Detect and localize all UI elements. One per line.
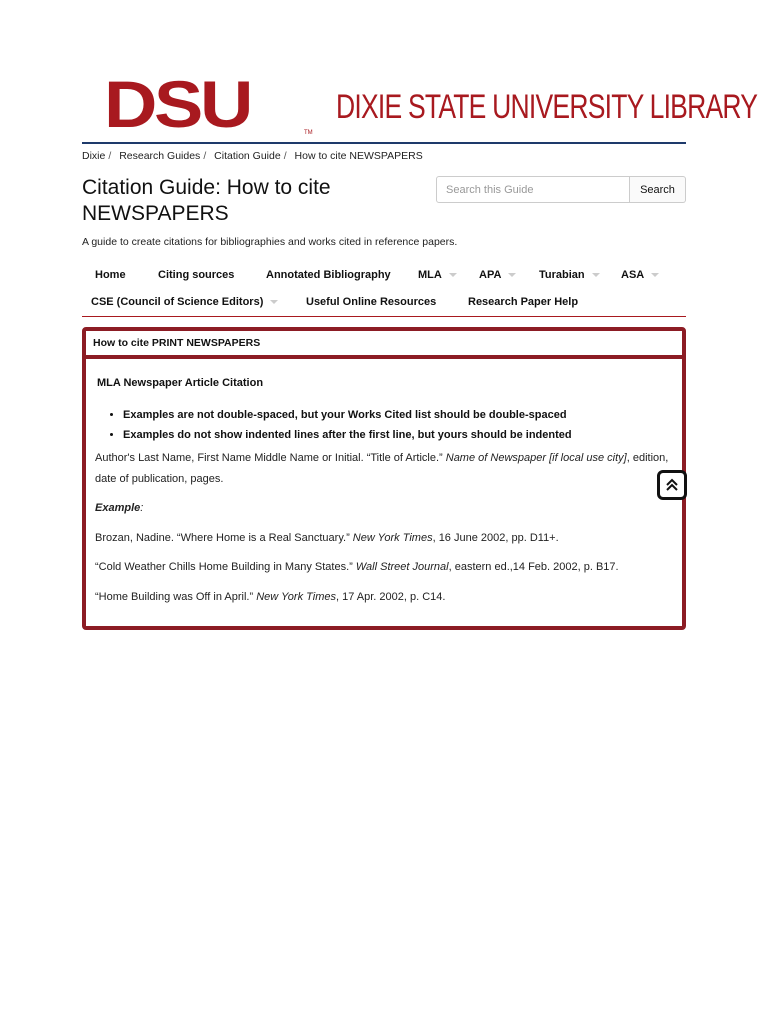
content-box: [82, 327, 686, 630]
citation-newspaper: New York Times: [352, 532, 433, 544]
guide-description: A guide to create citations for bibliographies and works cited in reference papers.: [82, 236, 458, 248]
tab-apa[interactable]: [479, 269, 516, 281]
breadcrumb-research-guides[interactable]: Research Guides: [119, 150, 201, 162]
caret-down-icon: [449, 273, 457, 277]
citation-text: Brozan, Nadine. “Where Home is a Real Sanctuary.”: [95, 532, 353, 544]
chevrons-up-icon: [665, 478, 679, 492]
guide-search: [436, 176, 686, 203]
breadcrumb-current: How to cite NEWSPAPERS: [294, 150, 423, 162]
search-input[interactable]: [436, 176, 630, 203]
format-text-end: , edition, date of publication, pages.: [95, 452, 669, 485]
tab-label: Research Paper Help: [468, 296, 579, 308]
breadcrumb: [82, 150, 423, 162]
search-button[interactable]: Search: [630, 176, 686, 203]
caret-down-icon: [270, 300, 278, 304]
example-label-text: Example: [95, 502, 141, 514]
breadcrumb-citation-guide[interactable]: Citation Guide: [214, 150, 281, 162]
site-header: [82, 67, 758, 144]
trademark-mark: TM: [304, 130, 313, 136]
caret-down-icon: [508, 273, 516, 277]
example-citation: [95, 557, 677, 578]
tab-label: MLA: [418, 269, 442, 281]
breadcrumb-dixie[interactable]: Dixie: [82, 150, 106, 162]
caret-down-icon: [592, 273, 600, 277]
guide-nav: [82, 262, 686, 317]
tab-useful-online-resources[interactable]: [306, 296, 436, 308]
citation-format: [95, 448, 677, 490]
back-to-top-button[interactable]: [657, 470, 687, 500]
tab-label: Home: [95, 269, 126, 281]
tab-label: APA: [479, 269, 502, 281]
tab-label: CSE (Council of Science Editors): [91, 296, 264, 308]
bullet-list: [110, 405, 683, 445]
citation-text-end: , 17 Apr. 2002, p. C14.: [335, 591, 446, 603]
example-citation: [95, 528, 677, 549]
tab-label: Citing sources: [158, 269, 235, 281]
logo-text: DSU: [104, 67, 251, 141]
format-text: Author's Last Name, First Name Middle Name or Initial. “Title of Article.”: [95, 452, 446, 464]
tab-asa[interactable]: [621, 269, 659, 281]
tab-label: Useful Online Resources: [306, 296, 437, 308]
citation-newspaper: New York Times: [256, 591, 336, 603]
dsu-logo[interactable]: [104, 67, 313, 141]
citation-newspaper: Wall Street Journal: [355, 561, 449, 573]
box-heading: How to cite PRINT NEWSPAPERS: [86, 331, 682, 359]
example-citation: [95, 587, 677, 608]
tab-research-paper-help[interactable]: [468, 296, 578, 308]
citation-text: “Cold Weather Chills Home Building in Many States.”: [95, 561, 356, 573]
citation-text-end: , 16 June 2002, pp. D11+.: [432, 532, 559, 544]
citation-text: “Home Building was Off in April.”: [95, 591, 257, 603]
page-title: Citation Guide: How to cite NEWSPAPERS: [82, 176, 331, 225]
format-newspaper: Name of Newspaper [if local use city]: [445, 452, 627, 464]
tab-label: ASA: [621, 269, 645, 281]
citation-text-end: , eastern ed.,14 Feb. 2002, p. B17.: [448, 561, 619, 573]
tab-cse[interactable]: [91, 296, 278, 308]
tab-label: Turabian: [539, 269, 585, 281]
caret-down-icon: [651, 273, 659, 277]
breadcrumb-separator: /: [108, 150, 112, 162]
list-item: • Examples do not show indented lines after the first line, but yours should be indented: [123, 425, 683, 445]
tab-home[interactable]: [95, 269, 126, 281]
library-title: DIXIE STATE UNIVERSITY LIBRARY: [336, 88, 758, 126]
tab-label: Annotated Bibliography: [266, 269, 391, 281]
breadcrumb-separator: /: [203, 150, 207, 162]
tab-mla[interactable]: [418, 269, 457, 281]
example-label: [95, 498, 677, 519]
example-label-colon: :: [140, 502, 144, 514]
tab-citing-sources[interactable]: [158, 269, 234, 281]
breadcrumb-separator: /: [283, 150, 287, 162]
tab-turabian[interactable]: [539, 269, 600, 281]
tab-annotated-bibliography[interactable]: [266, 269, 391, 281]
list-item: • Examples are not double-spaced, but your Works Cited list should be double-spaced: [123, 405, 683, 425]
section-title: MLA Newspaper Article Citation: [97, 377, 264, 389]
